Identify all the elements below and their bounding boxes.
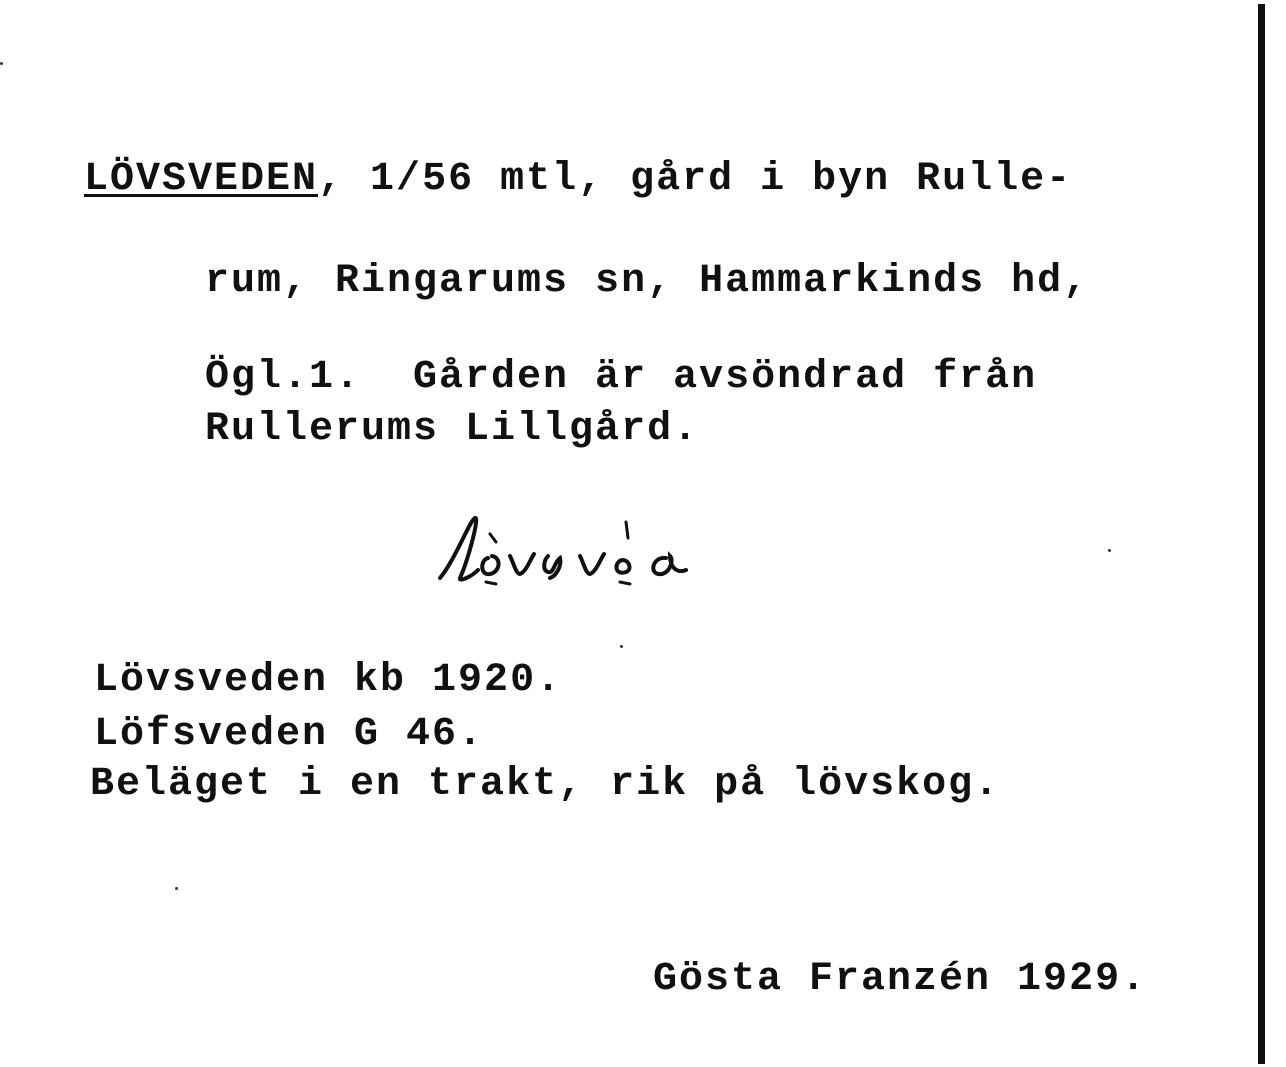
dust-speck — [620, 645, 623, 648]
note-line-1: Lövsveden kb 1920. — [94, 658, 563, 703]
entry-line-2: rum, Ringarums sn, Hammarkinds hd, — [205, 259, 1090, 304]
signature: Gösta Franzén 1929. — [653, 957, 1148, 1002]
entry-line-4: Rullerums Lillgård. — [205, 407, 700, 452]
entry-headword: LÖVSVEDEN — [84, 157, 319, 202]
card-right-edge — [1258, 4, 1265, 1064]
entry-line-1-rest: , 1/56 mtl, gård i byn Rulle- — [318, 157, 1073, 202]
entry-line-1 — [84, 157, 1073, 202]
handwritten-pronunciation — [430, 500, 770, 600]
note-line-3: Beläget i en trakt, rik på lövskog. — [90, 762, 1001, 807]
dust-speck — [1108, 549, 1111, 552]
dust-speck — [175, 887, 178, 890]
note-line-2: Löfsveden G 46. — [94, 712, 485, 757]
dust-speck — [0, 62, 3, 65]
entry-line-3: Ögl.1. Gården är avsöndrad från — [205, 355, 1038, 400]
